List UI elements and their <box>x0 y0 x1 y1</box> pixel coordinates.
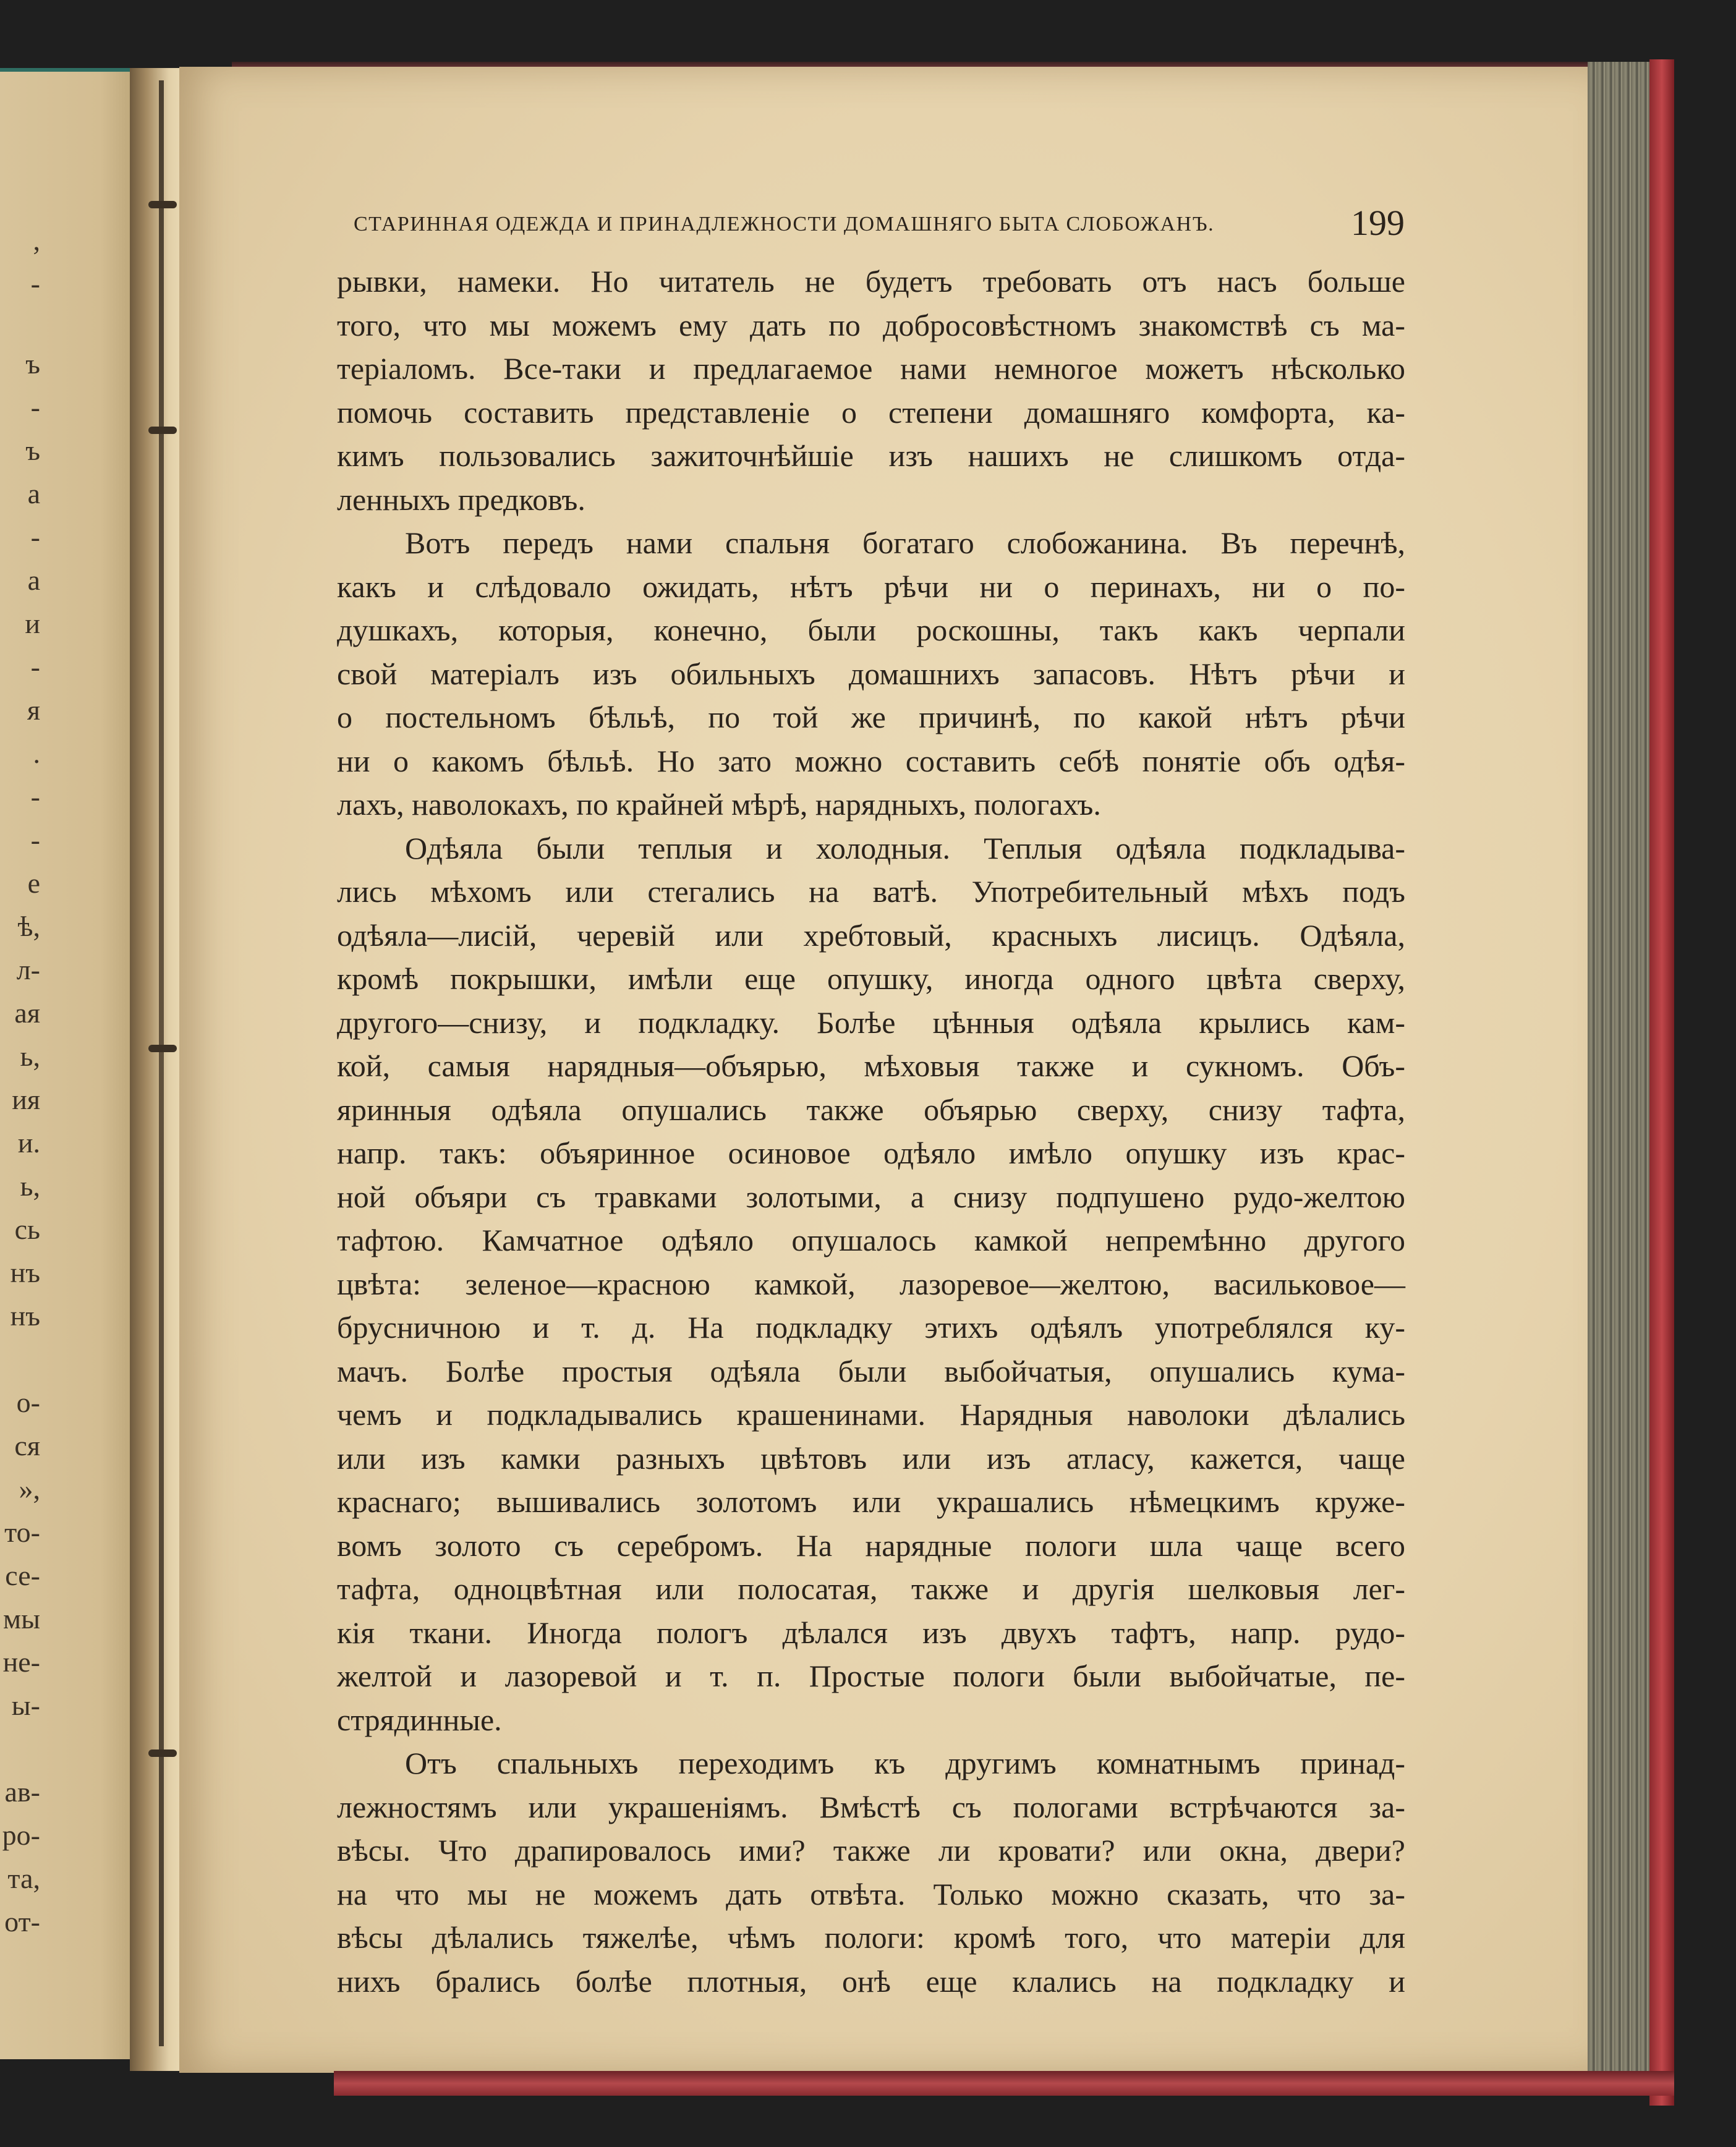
left-page-fragment: не- <box>2 1646 40 1678</box>
text-line: лись мѣхомъ или стегались на ватѣ. Употребительный мѣхъ подъ <box>337 874 1405 909</box>
text-line: напр. такъ: объяринное осиновое одѣяло имѣло опушку изъ крас- <box>337 1136 1405 1170</box>
left-page-fragment: - <box>30 824 40 856</box>
left-page-fragment: - <box>30 651 40 682</box>
text-line: нихъ брались болѣе плотныя, онѣ еще клались на подкладку и <box>337 1963 1405 1999</box>
left-page-fragment: - <box>30 781 40 812</box>
text-line: кромѣ покрышки, имѣли еще опушку, иногда одного цвѣта сверху, <box>337 961 1405 996</box>
text-line: на что мы не можемъ дать отвѣта. Только можно сказать, что за- <box>337 1876 1405 1911</box>
left-page-fragment: сь <box>14 1214 40 1245</box>
text-line: стрядинные. <box>337 1702 502 1737</box>
text-line: какъ и слѣдовало ожидать, нѣтъ рѣчи ни о перинахъ, ни о по- <box>337 569 1405 604</box>
left-page-fragment: се- <box>5 1560 40 1591</box>
text-line: о постельномъ бѣльѣ, по той же причинѣ, по какой нѣтъ рѣчи <box>337 700 1405 734</box>
text-line: чемъ и подкладывались крашенинами. Нарядныя наволоки дѣлались <box>337 1397 1405 1432</box>
left-page-fragment: о- <box>16 1387 40 1418</box>
left-page-fragment: , <box>33 224 40 256</box>
text-line: тафтою. Камчатное одѣяло опушалось камкой непремѣнно другого <box>337 1223 1405 1257</box>
text-line: тафта, одноцвѣтная или полосатая, также и другія шелковыя лег- <box>337 1571 1405 1606</box>
text-line: лежностямъ или украшеніямъ. Вмѣстѣ съ пологами встрѣчаются за- <box>337 1789 1405 1824</box>
left-page-fragment: а <box>27 564 40 596</box>
text-line: ной объяри съ травками золотыми, а снизу подпушено рудо-желтою <box>337 1179 1405 1214</box>
text-line: вѣсы. Что драпировалось ими? также ли кровати? или окна, двери? <box>337 1833 1405 1868</box>
text-line: ленныхъ предковъ. <box>337 482 585 517</box>
text-line: кимъ пользовались зажиточнѣйшіе изъ нашихъ не слишкомъ отда- <box>337 438 1405 473</box>
binding-stitch <box>148 201 177 208</box>
binding-stitch <box>148 427 177 434</box>
left-page-fragment: нъ <box>10 1300 40 1332</box>
text-line: брусничною и т. д. На подкладку этихъ одѣялъ употреблялся ку- <box>337 1310 1405 1345</box>
running-head-title: СТАРИННАЯ ОДЕЖДА И ПРИНАДЛЕЖНОСТИ ДОМАШНЯГО БЫТА СЛОБОЖАНЪ. <box>354 213 1215 236</box>
left-page-fragment: та, <box>7 1863 40 1894</box>
left-page-fragment: ия <box>12 1084 40 1115</box>
text-line: кой, самыя нарядныя—объярью, мѣховыя также и сукномъ. Объ- <box>337 1048 1405 1083</box>
left-page-text-fragments <box>0 72 46 2059</box>
text-line: свой матеріалъ изъ обильныхъ домашнихъ запасовъ. Нѣтъ рѣчи и <box>337 656 1405 691</box>
text-line: вѣсы дѣлались тяжелѣе, чѣмъ пологи: кромѣ того, что матеріи для <box>337 1920 1405 1955</box>
text-line: цвѣта: зеленое—красною камкой, лазоревое—желтою, васильковое— <box>337 1266 1405 1301</box>
text-line: мачъ. Болѣе простыя одѣяла были выбойчатыя, опушались кума- <box>337 1353 1405 1388</box>
left-page-fragment: мы <box>2 1603 40 1635</box>
text-line: яринныя одѣяла опушались также объярью сверху, снизу тафта, <box>337 1092 1405 1127</box>
text-line: помочь составить представленіе о степени домашняго комфорта, ка- <box>337 394 1405 430</box>
text-line: рывки, намеки. Но читатель не будетъ требовать отъ насъ больше <box>337 264 1405 299</box>
book-gutter <box>130 68 185 2071</box>
left-page-fragment: - <box>30 521 40 553</box>
text-line: теріаломъ. Все-таки и предлагаемое нами немногое можетъ нѣсколько <box>337 351 1405 386</box>
text-line: кія ткани. Иногда пологъ дѣлался изъ двухъ тафтъ, напр. рудо- <box>337 1615 1405 1650</box>
text-line: душкахъ, которыя, конечно, были роскошны, такъ какъ черпали <box>337 613 1405 647</box>
left-page-fragment: и. <box>17 1127 40 1159</box>
left-page-fragment: то- <box>4 1516 40 1548</box>
cover-edge-right <box>1649 59 1674 2106</box>
left-page-fragment: - <box>30 268 40 299</box>
left-page-fragment: ая <box>14 997 40 1029</box>
binding-stitch <box>148 1045 177 1052</box>
text-line: того, что мы можемъ ему дать по добросовѣстномъ знакомствѣ съ ма- <box>337 307 1405 342</box>
left-page-fragment: а <box>27 478 40 509</box>
left-page-fragment: ь, <box>20 1040 40 1072</box>
left-page-fragment: нъ <box>10 1257 40 1288</box>
left-page-fragment: ы- <box>11 1690 40 1721</box>
paragraph-start-line: Одѣяла были теплыя и холодныя. Теплыя одѣяла подкладыва- <box>405 830 1405 865</box>
text-line: вомъ золото съ серебромъ. На нарядные пологи шла чаще всего <box>337 1528 1405 1563</box>
left-page-fragment: л- <box>16 954 40 985</box>
text-line: другого—снизу, и подкладку. Болѣе цѣнныя одѣяла крылись кам- <box>337 1005 1405 1040</box>
paragraph-start-line: Вотъ передъ нами спальня богатаго слобожанина. Въ перечнѣ, <box>405 525 1405 560</box>
left-page-fragment: я <box>27 694 40 726</box>
running-head <box>354 185 1405 241</box>
left-page-fragment: е <box>27 867 40 899</box>
text-line: или изъ камки разныхъ цвѣтовъ или изъ атласу, кажется, чаще <box>337 1440 1405 1476</box>
left-page-fragment: . <box>33 738 40 769</box>
binding-stitch <box>148 1749 177 1757</box>
left-page-fragment: ав- <box>4 1776 40 1808</box>
left-page-fragment: ѣ, <box>17 911 40 942</box>
left-page-fragment: », <box>19 1473 40 1505</box>
text-line: краснаго; вышивались золотомъ или украшались нѣмецкимъ круже- <box>337 1484 1405 1519</box>
text-line: желтой и лазоревой и т. п. Простые пологи были выбойчатые, пе- <box>337 1659 1405 1693</box>
paragraph-start-line: Отъ спальныхъ переходимъ къ другимъ комнатнымъ принад- <box>405 1746 1405 1780</box>
body-text <box>337 260 1405 2003</box>
left-page-fragment: ро- <box>2 1819 40 1851</box>
left-page-fragment: ь, <box>20 1170 40 1202</box>
text-line: ни о какомъ бѣльѣ. Но зато можно составить себѣ понятіе объ одѣя- <box>337 743 1405 778</box>
left-page-fragment: и <box>25 608 40 639</box>
left-page-fragment: - <box>30 391 40 423</box>
text-line: лахъ, наволокахъ, по крайней мѣрѣ, нарядныхъ, пологахъ. <box>337 787 1101 822</box>
left-page-fragment: ъ <box>25 435 40 466</box>
text-line: одѣяла—лисій, черевій или хребтовый, красныхъ лисицъ. Одѣяла, <box>337 917 1405 953</box>
left-page-fragment: от- <box>4 1906 40 1937</box>
cover-edge-bottom <box>334 2071 1674 2096</box>
page-number: 199 <box>1351 203 1405 243</box>
left-page-fragment: ъ <box>25 348 40 380</box>
left-page-fragment: ся <box>14 1430 40 1461</box>
